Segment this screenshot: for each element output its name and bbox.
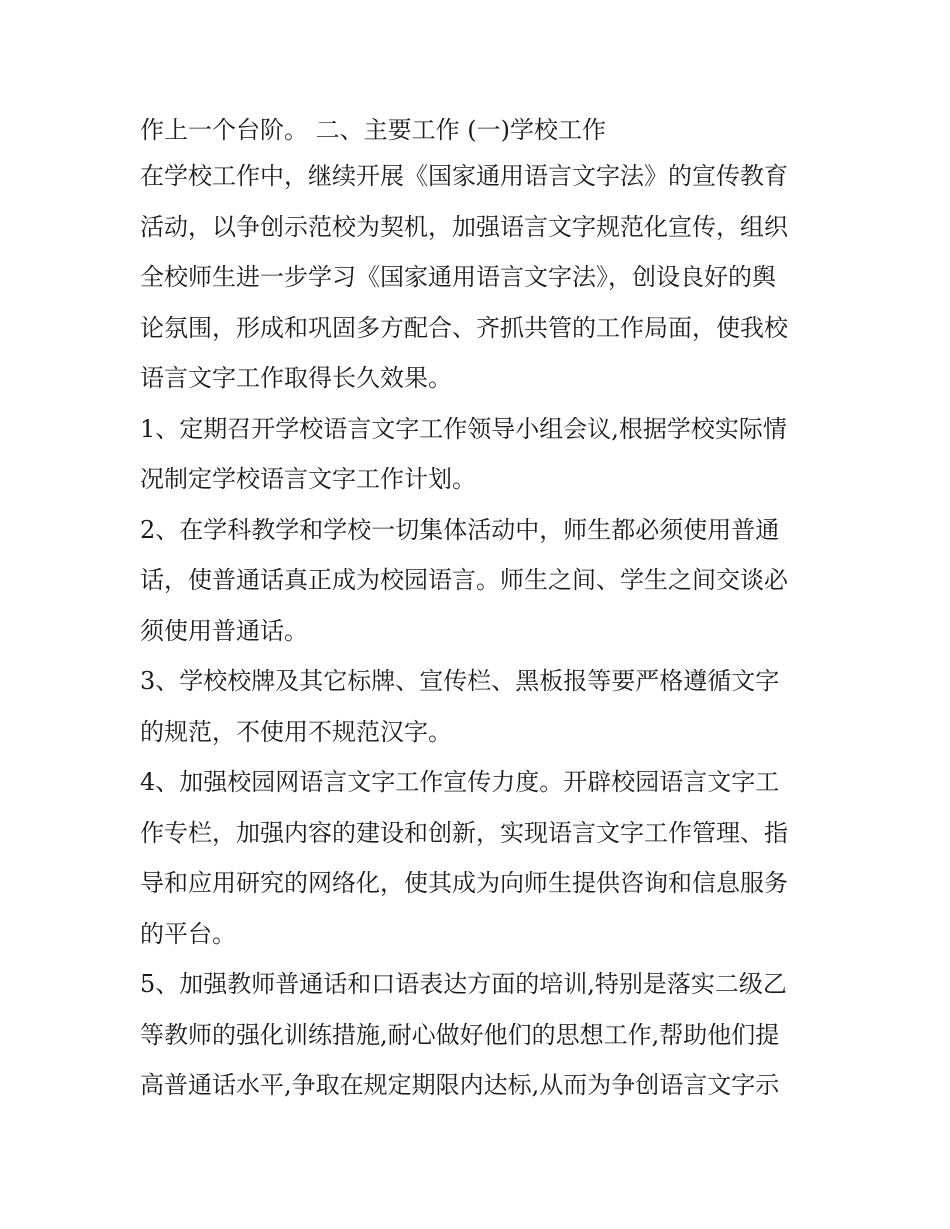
text-line: 须使用普通话。 [140, 616, 308, 645]
text-line: 2、在学科教学和学校一切集体活动中，师生都必须使用普通 [140, 515, 780, 544]
text-line: 的平台。 [140, 919, 236, 948]
text-line: 5、加强教师普通话和口语表达方面的培训,特别是落实二级乙 [140, 970, 787, 998]
text-line: 的规范，不使用不规范汉字。 [140, 717, 452, 746]
text-line: 况制定学校语言文字工作计划。 [140, 465, 476, 493]
text-line: 1、定期召开学校语言文字工作领导小组会议,根据学校实际情 [140, 414, 787, 443]
text-line: 等教师的强化训练措施,耐心做好他们的思想工作,帮助他们提 [140, 1020, 780, 1049]
document-body [140, 110, 820, 1116]
text-line: 高普通话水平,争取在规定期限内达标,从而为争创语言文字示 [140, 1071, 780, 1099]
text-line: 全校师生进一步学习《国家通用语言文字法》，创设良好的舆 [140, 263, 776, 291]
text-line: 4、加强校园网语言文字工作宣传力度。开辟校园语言文字工 [140, 768, 780, 796]
text-line: 语言文字工作取得长久效果。 [140, 364, 452, 392]
text-line: 活动，以争创示范校为契机，加强语言文字规范化宣传，组织 [140, 212, 788, 241]
text-line: 作上一个台阶。 二、主要工作 (一)学校工作 [140, 116, 606, 144]
text-line: 论氛围，形成和巩固多方配合、齐抓共管的工作局面，使我校 [140, 313, 788, 342]
text-line: 在学校工作中，继续开展《国家通用语言文字法》的宣传教育 [140, 162, 788, 190]
text-line: 3、学校校牌及其它标牌、宣传栏、黑板报等要严格遵循文字 [140, 667, 780, 695]
text-line: 作专栏，加强内容的建设和创新，实现语言文字工作管理、指 [140, 818, 788, 847]
text-line: 话，使普通话真正成为校园语言。师生之间、学生之间交谈必 [140, 566, 788, 594]
text-line: 导和应用研究的网络化，使其成为向师生提供咨询和信息服务 [140, 869, 788, 897]
